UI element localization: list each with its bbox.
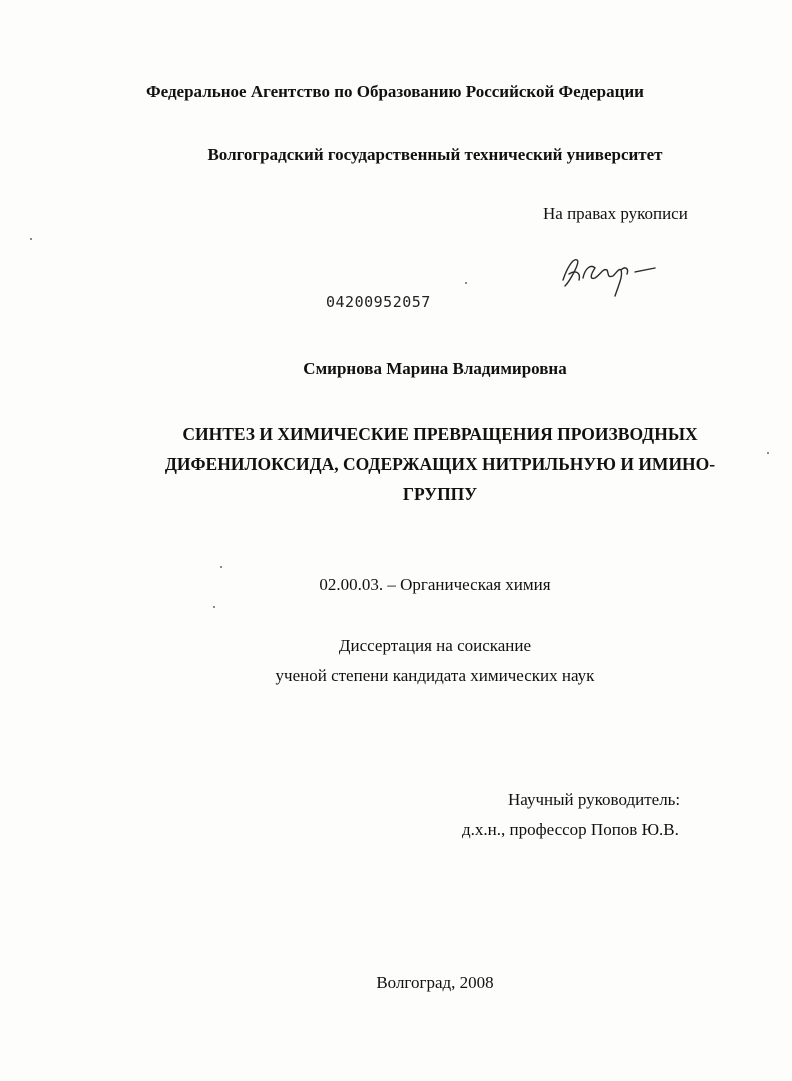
supervisor-label: Научный руководитель:	[508, 790, 681, 809]
scan-speck	[30, 238, 32, 240]
rights-note: На правах рукописи	[543, 204, 688, 223]
university-heading: Волгоградский государственный технический университет	[207, 145, 663, 164]
signature-icon	[555, 250, 665, 310]
dissertation-title: СИНТЕЗ И ХИМИЧЕСКИЕ ПРЕВРАЩЕНИЯ ПРОИЗВОДНЫХ ДИФЕНИЛОКСИДА, СОДЕРЖАЩИХ НИТРИЛЬНУЮ И ИМИНО-ГРУППУ	[164, 424, 716, 504]
scan-speck	[465, 282, 467, 284]
supervisor-name: д.х.н., профессор Попов Ю.В.	[462, 820, 679, 839]
agency-heading: Федеральное Агентство по Образованию Российской Федерации	[146, 82, 644, 101]
scan-speck	[220, 566, 222, 568]
dissertation-line-1: Диссертация на соискание	[338, 636, 532, 655]
barcode-number: 04200952057	[326, 293, 431, 311]
scan-speck	[213, 606, 215, 608]
city-year: Волгоград, 2008	[376, 973, 494, 992]
author-name: Смирнова Марина Владимировна	[303, 359, 567, 378]
dissertation-line-2: ученой степени кандидата химических наук	[275, 666, 595, 685]
specialty-code: 02.00.03. – Органическая химия	[319, 575, 551, 594]
scan-speck	[767, 452, 769, 454]
